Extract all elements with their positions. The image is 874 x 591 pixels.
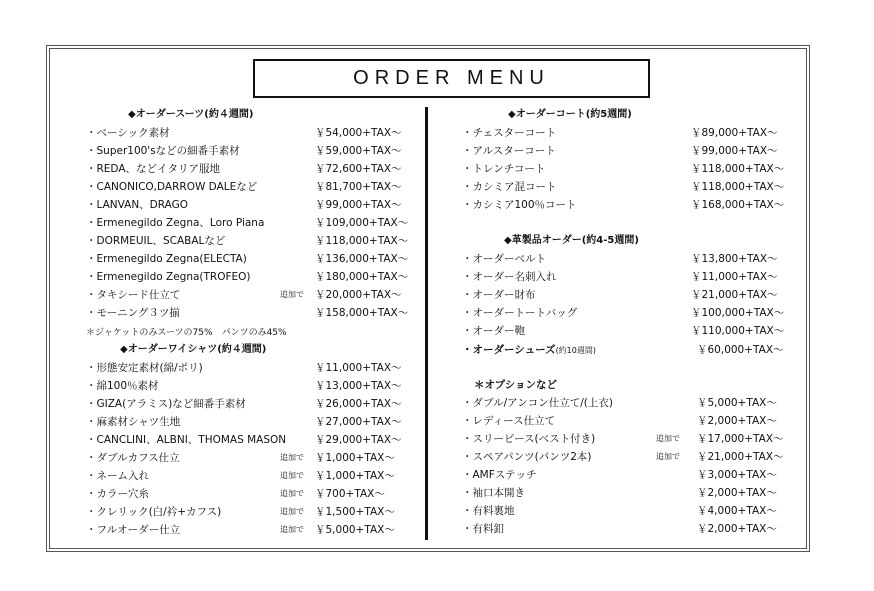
suit-item-name: ・Ermenegildo Zegna(ELECTA) [86, 253, 247, 265]
shoes-price: ￥60,000+TAX〜 [697, 344, 784, 356]
shirt-item-price: ￥13,000+TAX〜 [315, 380, 402, 392]
suits-note: ＊ジャケットのみスーツの75% パンツのみ45% [86, 328, 287, 338]
suit-item-name: ・DORMEUIL、SCABALなど [86, 235, 226, 247]
suit-item-price: ￥81,700+TAX〜 [315, 181, 402, 193]
option-item-price: ￥17,000+TAX〜 [697, 433, 784, 445]
coat-item-price: ￥168,000+TAX〜 [691, 199, 785, 211]
leather-item-name: ・オーダートートバッグ [462, 307, 578, 319]
suit-item-name: ・ベーシック素材 [86, 127, 170, 139]
shirt-item-name: ・麻素材シャツ生地 [86, 416, 181, 428]
option-item [462, 430, 802, 448]
leather-item-price: ￥110,000+TAX〜 [691, 325, 785, 337]
suit-item [86, 124, 426, 142]
suit-item-name: ・Ermenegildo Zegna、Loro Piana [86, 217, 265, 229]
leather-item-name: ・オーダー財布 [462, 289, 536, 301]
option-item-price: ￥5,000+TAX〜 [697, 397, 777, 409]
suit-item [86, 304, 426, 322]
coat-item-price: ￥89,000+TAX〜 [691, 127, 778, 139]
suit-item-name: ・REDA、などイタリア服地 [86, 163, 221, 175]
options-heading: ＊オプションなど [474, 379, 558, 391]
suit-item [86, 250, 426, 268]
coat-item-name: ・カシミア100％コート [462, 199, 577, 211]
leather-item-price: ￥13,800+TAX〜 [691, 253, 778, 265]
suit-item-name: ・CANONICO,DARROW DALEなど [86, 181, 258, 193]
suits-heading: ◆オーダースーツ(約４週間) [128, 109, 254, 120]
option-item-name: ・レディース仕立て [462, 415, 556, 427]
option-item [462, 394, 802, 412]
suit-item [86, 232, 426, 250]
option-item [462, 466, 802, 484]
coat-item [462, 124, 802, 142]
coat-item [462, 196, 802, 214]
shirt-item-name: ・形態安定素材(綿/ポリ) [86, 362, 203, 374]
leather-item-name: ・オーダーベルト [462, 253, 546, 265]
shirt-item-name: ・カラー穴糸 [86, 488, 149, 500]
suit-item-price: ￥180,000+TAX〜 [315, 271, 409, 283]
option-item-name: ・スリーピース(ベスト付き) [462, 433, 596, 445]
leather-item [462, 322, 802, 340]
coat-item [462, 178, 802, 196]
option-item-price: ￥4,000+TAX〜 [697, 505, 777, 517]
coat-item-name: ・アルスターコート [462, 145, 556, 157]
shirt-item [86, 521, 426, 539]
leather-item [462, 286, 802, 304]
page-title: ORDER MENU [253, 59, 650, 98]
shirt-item [86, 359, 426, 377]
shirt-item [86, 449, 426, 467]
suit-item [86, 196, 426, 214]
shirt-item-price: ￥700+TAX〜 [315, 488, 385, 500]
suit-item [86, 160, 426, 178]
suit-item [86, 214, 426, 232]
option-item [462, 412, 802, 430]
shirts-heading: ◆オーダーワイシャツ(約４週間) [120, 344, 267, 355]
coat-item-name: ・チェスターコート [462, 127, 557, 139]
shirt-item-name: ・ネーム入れ [86, 470, 149, 482]
shirt-item-price: ￥26,000+TAX〜 [315, 398, 402, 410]
option-item-addon: 追加で [656, 452, 680, 461]
suit-item-name: ・Super100'sなどの細番手素材 [86, 145, 240, 157]
option-item-price: ￥2,000+TAX〜 [697, 415, 777, 427]
shirt-item [86, 377, 426, 395]
option-item-name: ・スペアパンツ(パンツ2本) [462, 451, 592, 463]
suit-item-price: ￥136,000+TAX〜 [315, 253, 409, 265]
shirt-item-addon: 追加で [280, 507, 304, 516]
option-item-price: ￥21,000+TAX〜 [697, 451, 784, 463]
coat-item [462, 160, 802, 178]
shirt-item-price: ￥11,000+TAX〜 [315, 362, 402, 374]
shirt-item [86, 413, 426, 431]
coat-item-name: ・カシミア混コート [462, 181, 557, 193]
option-item-name: ・AMFステッチ [462, 469, 537, 481]
leather-item-name: ・オーダー名刺入れ [462, 271, 557, 283]
option-item-price: ￥2,000+TAX〜 [697, 523, 777, 535]
suit-item [86, 286, 426, 304]
coat-item-price: ￥99,000+TAX〜 [691, 145, 778, 157]
coat-item-price: ￥118,000+TAX〜 [691, 163, 785, 175]
leather-heading: ◆革製品オーダー(約4-5週間) [504, 235, 639, 246]
shirt-item [86, 395, 426, 413]
option-item [462, 520, 802, 538]
shirt-item [86, 485, 426, 503]
suit-item-name: ・タキシード仕立て [86, 289, 181, 301]
shirt-item-name: ・綿100％素材 [86, 380, 159, 392]
option-item [462, 502, 802, 520]
leather-item [462, 268, 802, 286]
shirt-item-name: ・CANCLINI、ALBNI、THOMAS MASON [86, 434, 287, 446]
leather-item [462, 250, 802, 268]
option-item [462, 484, 802, 502]
suit-item-addon: 追加で [280, 290, 304, 299]
suit-item-price: ￥158,000+TAX〜 [315, 307, 409, 319]
leather-item-price: ￥11,000+TAX〜 [691, 271, 778, 283]
shirt-item-name: ・フルオーダー仕立 [86, 524, 181, 536]
shirt-item-addon: 追加で [280, 453, 304, 462]
suit-item-price: ￥20,000+TAX〜 [315, 289, 402, 301]
coat-item-price: ￥118,000+TAX〜 [691, 181, 785, 193]
suit-item [86, 268, 426, 286]
option-item-name: ・ダブル/アンコン仕立て/(上衣) [462, 397, 613, 409]
shirt-item [86, 467, 426, 485]
shirt-item-addon: 追加で [280, 525, 304, 534]
suit-item-price: ￥54,000+TAX〜 [315, 127, 402, 139]
suit-item-name: ・モーニング３ツ揃 [86, 307, 180, 319]
leather-item-price: ￥21,000+TAX〜 [691, 289, 778, 301]
shoes-name: ・オーダーシューズ(約10週間) [462, 344, 596, 356]
shirt-item-addon: 追加で [280, 471, 304, 480]
suit-item [86, 178, 426, 196]
shirt-item-price: ￥1,000+TAX〜 [315, 452, 395, 464]
suit-item-price: ￥118,000+TAX〜 [315, 235, 409, 247]
shirt-item-price: ￥29,000+TAX〜 [315, 434, 402, 446]
option-item-price: ￥2,000+TAX〜 [697, 487, 777, 499]
shirt-item [86, 503, 426, 521]
shirt-item-price: ￥5,000+TAX〜 [315, 524, 395, 536]
suit-item-price: ￥109,000+TAX〜 [315, 217, 409, 229]
coats-heading: ◆オーダーコート(約5週間) [508, 109, 632, 120]
shoes-duration: (約10週間) [555, 346, 596, 355]
leather-item [462, 304, 802, 322]
suit-item-price: ￥99,000+TAX〜 [315, 199, 402, 211]
leather-item-price: ￥100,000+TAX〜 [691, 307, 785, 319]
option-item-price: ￥3,000+TAX〜 [697, 469, 777, 481]
coat-item [462, 142, 802, 160]
option-item-name: ・袖口本開き [462, 487, 525, 499]
option-item-addon: 追加で [656, 434, 680, 443]
suit-item-name: ・Ermenegildo Zegna(TROFEO) [86, 271, 251, 283]
shirt-item-name: ・ダブルカフス仕立 [86, 452, 180, 464]
suit-item-price: ￥72,600+TAX〜 [315, 163, 402, 175]
shirt-item-price: ￥27,000+TAX〜 [315, 416, 402, 428]
option-item-name: ・有料裏地 [462, 505, 515, 517]
suit-item-price: ￥59,000+TAX〜 [315, 145, 402, 157]
shirt-item [86, 431, 426, 449]
shoes-row [462, 341, 792, 359]
shirt-item-name: ・クレリック(白/衿+カフス) [86, 506, 222, 518]
suit-item-name: ・LANVAN、DRAGO [86, 199, 189, 211]
shirt-item-addon: 追加で [280, 489, 304, 498]
shirt-item-name: ・GIZA(アラミス)など細番手素材 [86, 398, 246, 410]
option-item [462, 448, 802, 466]
suit-item [86, 142, 426, 160]
shirt-item-price: ￥1,500+TAX〜 [315, 506, 395, 518]
coat-item-name: ・トレンチコート [462, 163, 546, 175]
leather-item-name: ・オーダー鞄 [462, 325, 525, 337]
shirt-item-price: ￥1,000+TAX〜 [315, 470, 395, 482]
option-item-name: ・有料釦 [462, 523, 504, 535]
